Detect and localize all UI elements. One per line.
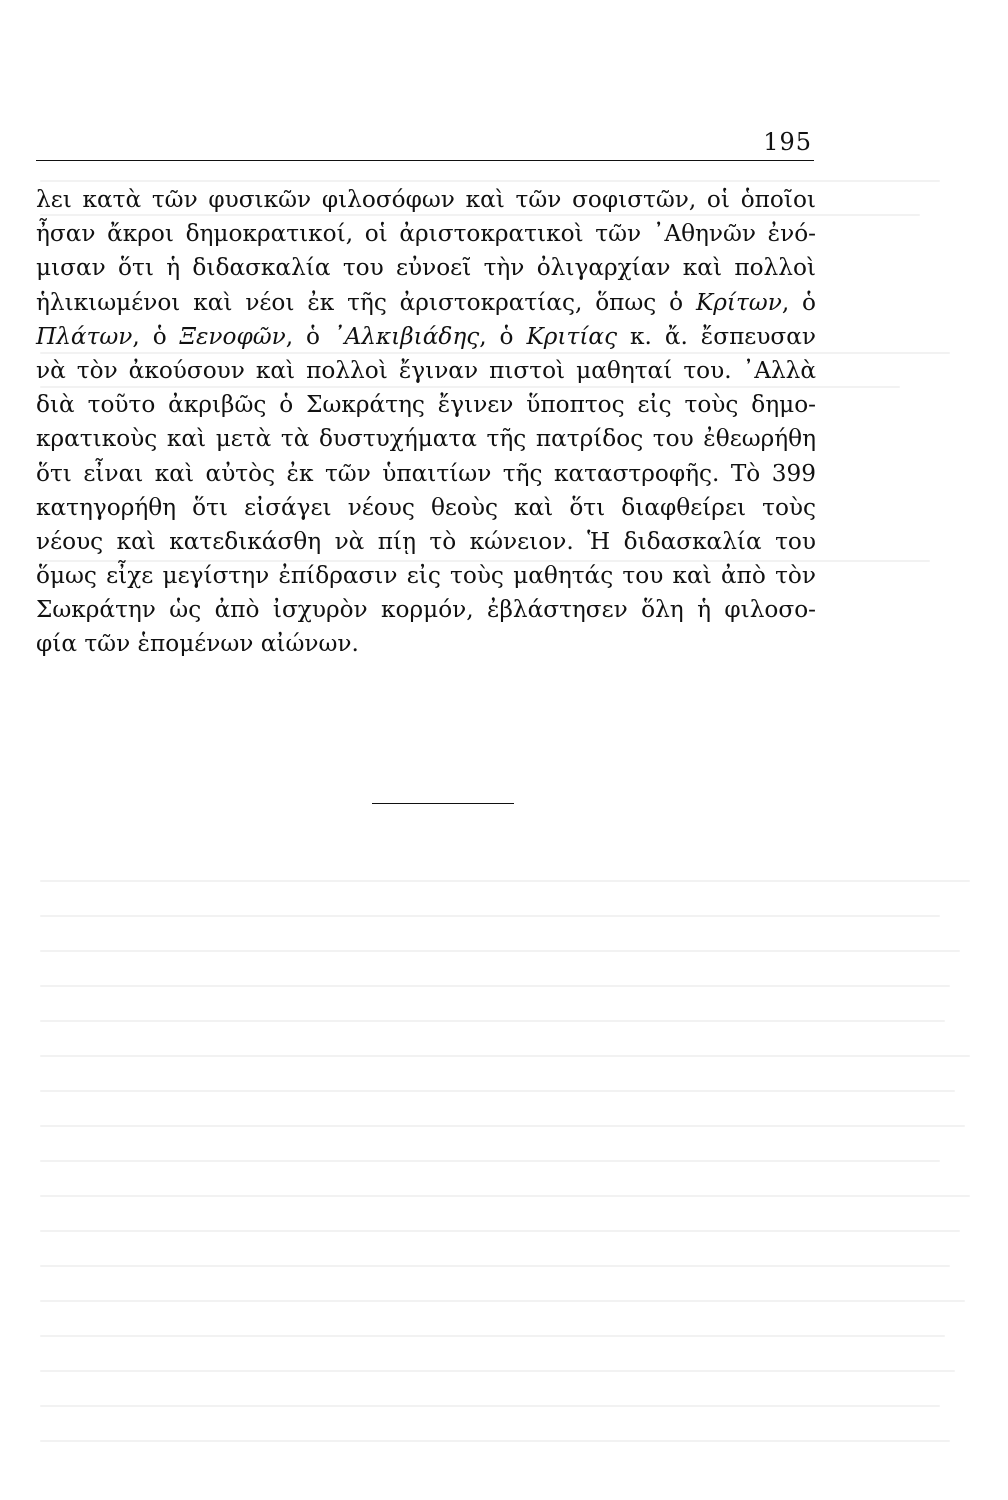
line-4-text: ἡλικιωμένοι καὶ νέοι ἐκ τῆς ἀριστοκρατίας, ὅπως ὁ <box>36 288 684 316</box>
name-kritias: Κριτίας <box>526 322 618 350</box>
text-line-6: νὰ τὸν ἀκούσουν καὶ πολλοὶ ἔγιναν πιστοὶ μαθηταί του. ᾿Αλλὰ <box>36 356 816 384</box>
text-line-5 <box>36 320 816 354</box>
text-line-10: κατηγορήθη ὅτι εἰσάγει νέους θεοὺς καὶ ὅτι διαφθείρει τοὺς <box>36 493 816 521</box>
name-platon: Πλάτων <box>36 322 133 350</box>
text-line-1: λει κατὰ τῶν φυσικῶν φιλοσόφων καὶ τῶν σοφιστῶν, οἱ ὁποῖοι <box>36 186 816 213</box>
text-line-11: νέους καὶ κατεδικάσθη νὰ πίῃ τὸ κώνειον. Ἡ διδασκαλία του <box>36 527 816 555</box>
text-line-7: διὰ τοῦτο ἀκριβῶς ὁ Σωκράτης ἔγινεν ὕποπτος εἰς τοὺς δημο- <box>36 391 816 419</box>
name-xenophon: Ξενοφῶν <box>179 322 286 350</box>
name-alkibiades: ᾿Αλκιβιάδης <box>332 322 480 350</box>
name-kriton: Κρίτων <box>695 288 782 316</box>
text-line-13: Σωκράτην ὡς ἀπὸ ἰσχυρὸν κορμόν, ἐβλάστησεν ὅλη ἡ φιλοσο- <box>36 596 816 624</box>
section-end-rule <box>372 803 514 804</box>
text-line-2: ἦσαν ἄκροι δημοκρατικοί, οἱ ἀριστοκρατικοὶ τῶν ᾿Αθηνῶν ἐνό- <box>36 220 816 248</box>
line-5-tail: κ. ἄ. ἔσπευσαν <box>617 322 817 350</box>
text-line-8: κρατικοὺς καὶ μετὰ τὰ δυστυχήματα τῆς πατρίδος του ἐθεωρήθη <box>36 425 816 453</box>
main-paragraph <box>36 183 816 662</box>
text-line-9: ὅτι εἶναι καὶ αὐτὸς ἐκ τῶν ὑπαιτίων τῆς καταστροφῆς. Τὸ 399 <box>36 459 816 487</box>
header-rule <box>36 160 814 161</box>
separator: , ὁ <box>132 322 180 350</box>
page-number: 195 <box>763 128 812 156</box>
text-line-14: φία τῶν ἑπομένων αἰώνων. <box>36 630 359 658</box>
text-line-4 <box>36 286 816 320</box>
text-line-12: ὅμως εἶχε μεγίστην ἐπίδρασιν εἰς τοὺς μαθητάς του καὶ ἀπὸ τὸν <box>36 562 816 590</box>
line-4-tail: , ὁ <box>781 288 816 316</box>
text-line-3: μισαν ὅτι ἡ διδασκαλία του εὐνοεῖ τὴν ὀλιγαρχίαν καὶ πολλοὶ <box>36 254 816 282</box>
separator: , ὁ <box>285 322 333 350</box>
separator: , ὁ <box>479 322 527 350</box>
